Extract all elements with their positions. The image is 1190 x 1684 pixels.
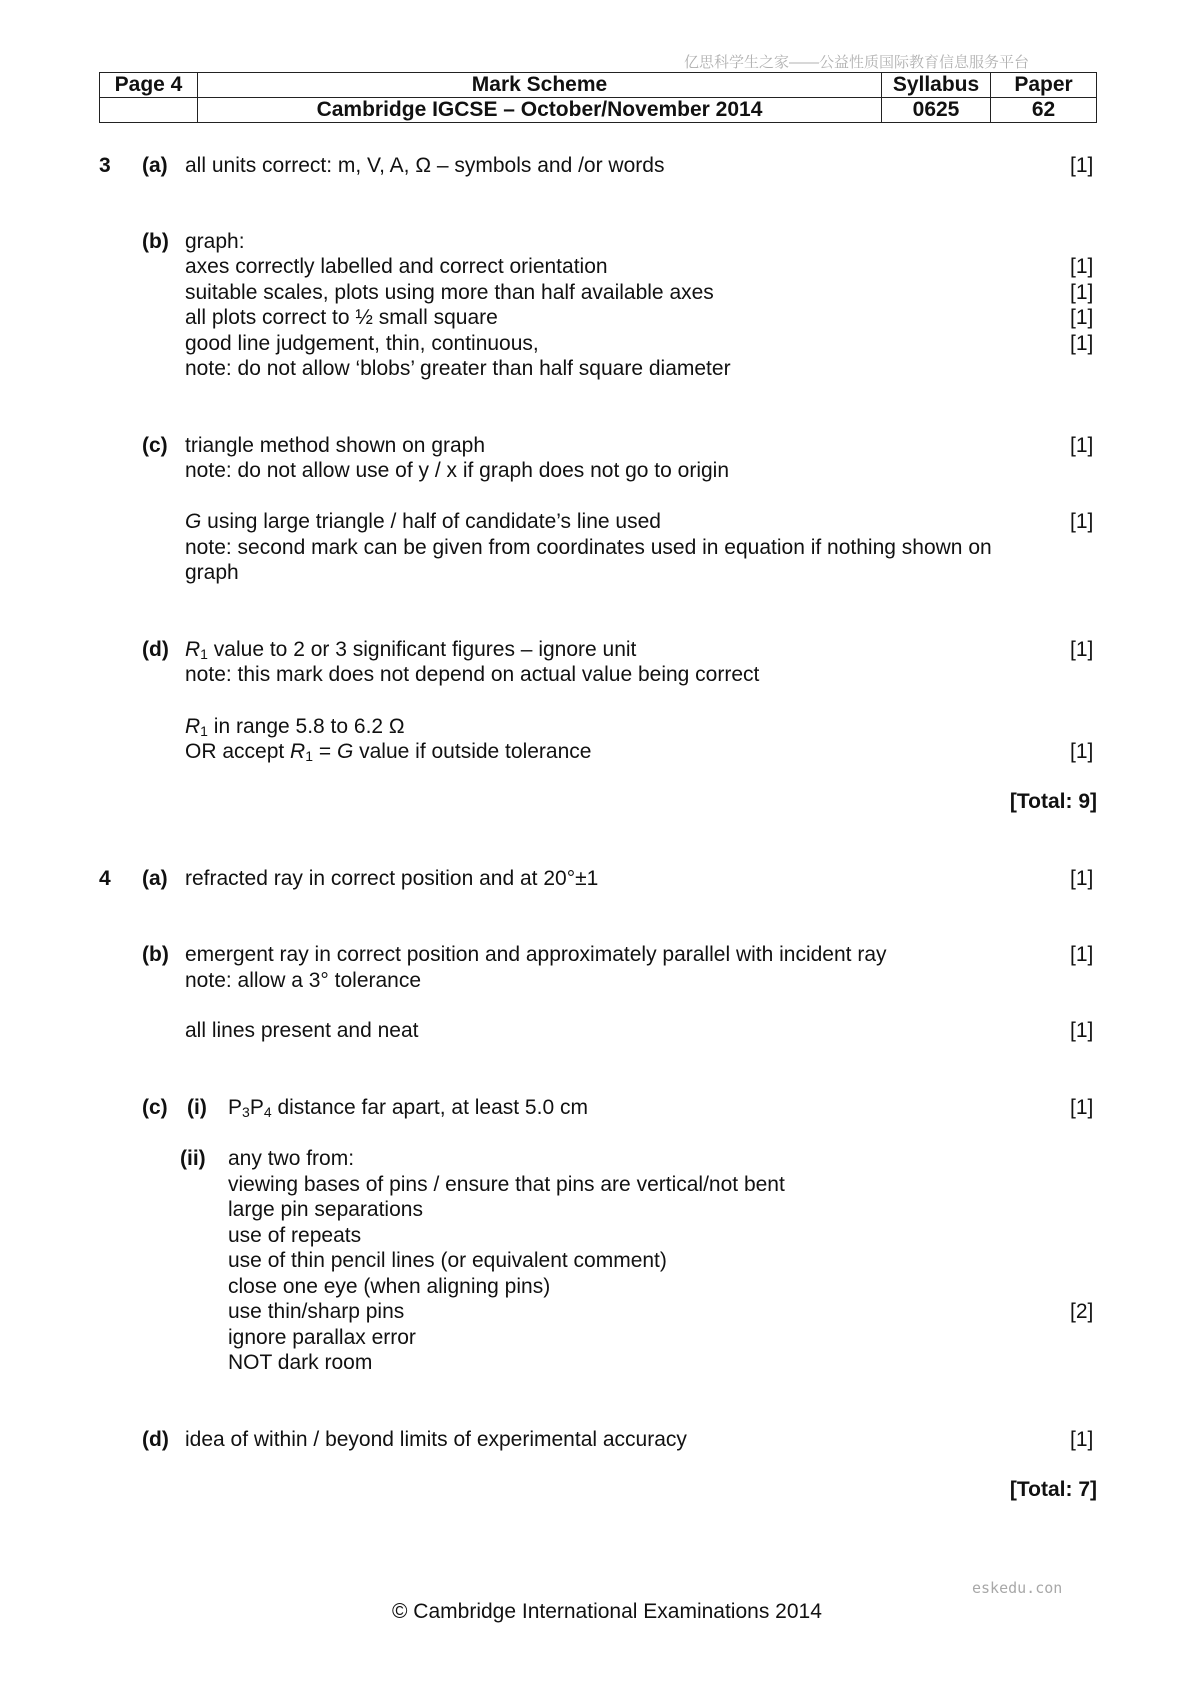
q4b-mark1: [1] bbox=[1070, 943, 1094, 966]
q4cii-line: NOT dark room bbox=[228, 1351, 373, 1374]
q4b-mark3: [1] bbox=[1070, 1019, 1094, 1042]
q3c-line5: graph bbox=[185, 561, 239, 584]
q3d-line4 bbox=[185, 739, 591, 764]
q4b-label: (b) bbox=[142, 943, 169, 966]
q3a-mark: [1] bbox=[1070, 154, 1094, 177]
header-empty bbox=[100, 98, 198, 123]
q4ci-sub4: 4 bbox=[263, 1104, 272, 1120]
q3d-mark1: [1] bbox=[1070, 638, 1094, 661]
header-title: Mark Scheme bbox=[198, 73, 882, 98]
q3b-line2: axes correctly labelled and correct orientation bbox=[185, 255, 608, 278]
q4cii-line: any two from: bbox=[228, 1147, 355, 1170]
header-table bbox=[99, 72, 1097, 123]
q3d-g-symbol: G bbox=[336, 740, 354, 763]
q4ci-rest: distance far apart, at least 5.0 cm bbox=[271, 1096, 588, 1119]
q3d-line3 bbox=[185, 714, 405, 739]
q4ci-p4: P bbox=[249, 1096, 264, 1119]
q3d-line1 bbox=[185, 637, 636, 662]
q3b-mark4: [1] bbox=[1070, 306, 1094, 329]
q4c-label: (c) bbox=[142, 1096, 168, 1119]
q4d-text: idea of within / beyond limits of experimental accuracy bbox=[185, 1428, 687, 1451]
q3b-line3: suitable scales, plots using more than half available axes bbox=[185, 281, 714, 304]
q3d-r-subscript-3: 1 bbox=[305, 748, 314, 764]
q3c-g-symbol: G bbox=[185, 510, 202, 533]
q3b-line4: all plots correct to ½ small square bbox=[185, 306, 498, 329]
q4ci-sub3: 3 bbox=[242, 1104, 250, 1120]
q4a-text: refracted ray in correct position and at 20°±1 bbox=[185, 867, 599, 890]
q3b-mark3: [1] bbox=[1070, 281, 1094, 304]
q4cii-line: use thin/sharp pins bbox=[228, 1300, 405, 1323]
q4d-mark: [1] bbox=[1070, 1428, 1094, 1451]
q3a-text: all units correct: m, V, A, Ω – symbols and /or words bbox=[185, 154, 665, 177]
q3d-r-symbol: R bbox=[185, 638, 201, 661]
q3b-line1: graph: bbox=[185, 230, 245, 253]
q4cii-line: use of repeats bbox=[228, 1224, 362, 1247]
q3c-mark3: [1] bbox=[1070, 510, 1094, 533]
q3b-mark2: [1] bbox=[1070, 255, 1094, 278]
q3d-r-symbol-2: R bbox=[185, 715, 201, 738]
q4cii-line: close one eye (when aligning pins) bbox=[228, 1275, 551, 1298]
q3d-line4-post: value if outside tolerance bbox=[353, 740, 592, 763]
q4a-mark: [1] bbox=[1070, 867, 1094, 890]
q3d-r-subscript-2: 1 bbox=[200, 723, 208, 739]
header-syllabus-label: Syllabus bbox=[882, 73, 991, 98]
q4cii-line: ignore parallax error bbox=[228, 1326, 416, 1349]
question-3-number: 3 bbox=[99, 154, 111, 177]
q4-total: [Total: 7] bbox=[1009, 1478, 1097, 1501]
q3d-mark4: [1] bbox=[1070, 740, 1094, 763]
q3b-line5: good line judgement, thin, continuous, bbox=[185, 332, 539, 355]
watermark-top: 亿思科学生之家——公益性质国际教育信息服务平台 bbox=[684, 54, 1030, 71]
header-syllabus: 0625 bbox=[882, 98, 991, 123]
q3c-mark1: [1] bbox=[1070, 434, 1094, 457]
q3d-r-symbol-3: R bbox=[290, 740, 306, 763]
q3a-label: (a) bbox=[142, 154, 168, 177]
header-page: Page 4 bbox=[100, 73, 198, 98]
q4cii-line: use of thin pencil lines (or equivalent comment) bbox=[228, 1249, 667, 1272]
question-4-number: 4 bbox=[99, 867, 111, 890]
q3c-line3-text: using large triangle / half of candidate’s line used bbox=[201, 510, 661, 533]
q4b-line1: emergent ray in correct position and approximately parallel with incident ray bbox=[185, 943, 887, 966]
q3d-line4-mid: = bbox=[313, 740, 337, 763]
header-paper-label: Paper bbox=[991, 73, 1097, 98]
q4ci-mark: [1] bbox=[1070, 1096, 1094, 1119]
q3b-line6: note: do not allow ‘blobs’ greater than half square diameter bbox=[185, 357, 731, 380]
q3c-line2: note: do not allow use of y / x if graph does not go to origin bbox=[185, 459, 730, 482]
q4b-line3: all lines present and neat bbox=[185, 1019, 419, 1042]
q4cii-line: large pin separations bbox=[228, 1198, 423, 1221]
q3d-label: (d) bbox=[142, 638, 169, 661]
q4cii-label: (ii) bbox=[180, 1147, 206, 1170]
footer-copyright: © Cambridge International Examinations 2014 bbox=[392, 1600, 822, 1623]
q4ci-text bbox=[228, 1095, 588, 1120]
q4a-label: (a) bbox=[142, 867, 168, 890]
q3d-r-subscript: 1 bbox=[200, 646, 208, 662]
watermark-bottom: eskedu.con bbox=[972, 1579, 1063, 1597]
q3d-line2: note: this mark does not depend on actual value being correct bbox=[185, 663, 760, 686]
q3b-label: (b) bbox=[142, 230, 169, 253]
q3c-line4: note: second mark can be given from coordinates used in equation if nothing shown on bbox=[185, 536, 992, 559]
q3d-line1-text: value to 2 or 3 significant figures – ignore unit bbox=[207, 638, 637, 661]
q4d-label: (d) bbox=[142, 1428, 169, 1451]
header-exam: Cambridge IGCSE – October/November 2014 bbox=[198, 98, 882, 123]
q4ci-p3: P bbox=[228, 1096, 243, 1119]
q4cii-mark: [2] bbox=[1070, 1300, 1094, 1323]
q4ci-label: (i) bbox=[187, 1096, 207, 1119]
q3b-mark5: [1] bbox=[1070, 332, 1094, 355]
q3d-line3-text: in range 5.8 to 6.2 Ω bbox=[207, 715, 405, 738]
header-paper: 62 bbox=[991, 98, 1097, 123]
q4b-line2: note: allow a 3° tolerance bbox=[185, 969, 422, 992]
q4cii-line: viewing bases of pins / ensure that pins are vertical/not bent bbox=[228, 1173, 785, 1196]
q3c-line3 bbox=[185, 509, 661, 534]
q3d-line4-pre: OR accept bbox=[185, 740, 291, 763]
q3-total: [Total: 9] bbox=[1009, 790, 1097, 813]
q3c-line1: triangle method shown on graph bbox=[185, 434, 486, 457]
q3c-label: (c) bbox=[142, 434, 168, 457]
